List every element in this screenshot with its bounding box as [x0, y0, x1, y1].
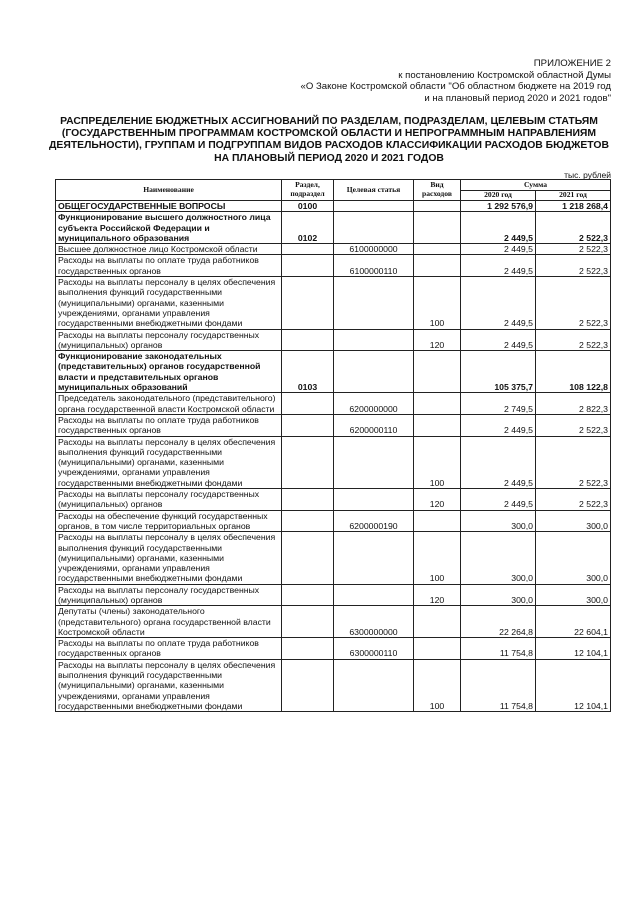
row-name: Высшее должностное лицо Костромской области — [56, 244, 282, 255]
row-target — [334, 659, 414, 711]
row-amount-2021: 2 522,3 — [536, 414, 611, 436]
row-kind: 100 — [414, 436, 461, 488]
budget-table — [55, 179, 611, 712]
row-kind — [414, 510, 461, 532]
row-section — [282, 638, 334, 660]
row-amount-2020: 1 292 576,9 — [461, 201, 536, 212]
row-name: Расходы на выплаты персоналу в целях обеспечения выполнения функций государственными (муниципальными) органами, казенными учреждениями, органами управления государственными внебюджетными фондами — [56, 659, 282, 711]
row-target — [334, 489, 414, 511]
row-amount-2021: 2 522,3 — [536, 277, 611, 329]
row-amount-2021: 2 522,3 — [536, 436, 611, 488]
row-amount-2020: 2 449,5 — [461, 212, 536, 244]
row-section: 0103 — [282, 351, 334, 393]
row-target — [334, 329, 414, 351]
row-name: Расходы на выплаты персоналу в целях обеспечения выполнения функций государственными (муниципальными) органами, казенными учреждениями, органами управления государственными внебюджетными фондами — [56, 277, 282, 329]
row-amount-2021: 2 522,3 — [536, 212, 611, 244]
table-row — [56, 351, 611, 393]
row-amount-2020: 22 264,8 — [461, 606, 536, 638]
row-name: Расходы на выплаты персоналу государственных (муниципальных) органов — [56, 489, 282, 511]
row-amount-2021: 2 522,3 — [536, 255, 611, 277]
row-amount-2020: 11 754,8 — [461, 659, 536, 711]
row-section — [282, 510, 334, 532]
header-target: Целевая статья — [334, 180, 414, 201]
row-target: 6300000110 — [334, 638, 414, 660]
row-amount-2021: 2 522,3 — [536, 489, 611, 511]
row-name: Расходы на обеспечение функций государственных органов, в том числе территориальных органов — [56, 510, 282, 532]
row-section — [282, 414, 334, 436]
row-kind — [414, 244, 461, 255]
row-kind — [414, 638, 461, 660]
row-kind — [414, 212, 461, 244]
row-amount-2021: 300,0 — [536, 510, 611, 532]
row-target — [334, 584, 414, 606]
row-target: 6200000110 — [334, 414, 414, 436]
row-target — [334, 277, 414, 329]
header-kind: Вид расходов — [414, 180, 461, 201]
row-name: Расходы на выплаты персоналу государственных (муниципальных) органов — [56, 329, 282, 351]
header-section: Раздел, подраздел — [282, 180, 334, 201]
row-amount-2020: 300,0 — [461, 532, 536, 584]
row-kind: 100 — [414, 659, 461, 711]
row-target: 6100000000 — [334, 244, 414, 255]
row-name: Расходы на выплаты по оплате труда работников государственных органов — [56, 255, 282, 277]
row-kind: 100 — [414, 532, 461, 584]
table-row — [56, 436, 611, 488]
row-amount-2020: 2 449,5 — [461, 436, 536, 488]
row-amount-2020: 105 375,7 — [461, 351, 536, 393]
table-row — [56, 212, 611, 244]
header-sum: Сумма — [461, 180, 611, 191]
row-name: Расходы на выплаты персоналу в целях обеспечения выполнения функций государственными (муниципальными) органами, казенными учреждениями, органами управления государственными внебюджетными фондами — [56, 532, 282, 584]
row-kind — [414, 414, 461, 436]
row-target: 6200000190 — [334, 510, 414, 532]
appendix-line: ПРИЛОЖЕНИЕ 2 — [533, 58, 611, 69]
row-amount-2021: 12 104,1 — [536, 638, 611, 660]
row-name: Функционирование законодательных (представительных) органов государственной власти и представительных органов муниципальных образований — [56, 351, 282, 393]
units-label: тыс. рублей — [564, 170, 611, 180]
row-amount-2020: 2 449,5 — [461, 255, 536, 277]
row-amount-2021: 300,0 — [536, 584, 611, 606]
header-year-2021: 2021 год — [536, 191, 611, 201]
row-target: 6200000000 — [334, 393, 414, 415]
row-section — [282, 244, 334, 255]
table-row — [56, 584, 611, 606]
row-target: 6300000000 — [334, 606, 414, 638]
document-title: РАСПРЕДЕЛЕНИЕ БЮДЖЕТНЫХ АССИГНОВАНИЙ ПО РАЗДЕЛАМ, ПОДРАЗДЕЛАМ, ЦЕЛЕВЫМ СТАТЬЯМ (ГОСУДАРСТВЕННЫМ ПРОГРАММАМ КОСТРОМСКОЙ ОБЛАСТИ И НЕПРОГРАММНЫМ НАПРАВЛЕНИЯМ ДЕЯТЕЛЬНОСТИ), ГРУППАМ И ПОДГРУППАМ ВИДОВ РАСХОДОВ КЛАССИФИКАЦИИ РАСХОДОВ БЮДЖЕТОВ НА ПЛАНОВЫЙ ПЕРИОД 2020 И 2021 ГОДОВ — [49, 116, 609, 164]
row-kind: 120 — [414, 584, 461, 606]
row-amount-2020: 11 754,8 — [461, 638, 536, 660]
row-kind — [414, 201, 461, 212]
table-row — [56, 393, 611, 415]
row-section — [282, 532, 334, 584]
row-name: Расходы на выплаты по оплате труда работников государственных органов — [56, 414, 282, 436]
header-name: Наименование — [56, 180, 282, 201]
row-amount-2020: 2 449,5 — [461, 329, 536, 351]
row-name: Расходы на выплаты персоналу в целях обеспечения выполнения функций государственными (муниципальными) органами, казенными учреждениями, органами управления государственными внебюджетными фондами — [56, 436, 282, 488]
row-amount-2021: 300,0 — [536, 532, 611, 584]
appendix-block — [271, 58, 611, 104]
table-row — [56, 532, 611, 584]
row-amount-2020: 300,0 — [461, 584, 536, 606]
table-row — [56, 414, 611, 436]
row-amount-2020: 2 449,5 — [461, 414, 536, 436]
row-amount-2020: 300,0 — [461, 510, 536, 532]
row-kind: 120 — [414, 329, 461, 351]
row-section — [282, 584, 334, 606]
row-amount-2021: 2 822,3 — [536, 393, 611, 415]
row-kind: 120 — [414, 489, 461, 511]
row-name: Расходы на выплаты по оплате труда работников государственных органов — [56, 638, 282, 660]
row-amount-2021: 2 522,3 — [536, 244, 611, 255]
row-target — [334, 201, 414, 212]
row-kind — [414, 606, 461, 638]
table-row — [56, 255, 611, 277]
row-kind — [414, 351, 461, 393]
row-kind — [414, 255, 461, 277]
appendix-line: и на плановый период 2020 и 2021 годов" — [424, 92, 611, 104]
table-row — [56, 606, 611, 638]
appendix-line: к постановлению Костромской областной Думы — [398, 69, 611, 81]
table-row — [56, 201, 611, 212]
row-amount-2021: 108 122,8 — [536, 351, 611, 393]
row-name: Расходы на выплаты персоналу государственных (муниципальных) органов — [56, 584, 282, 606]
row-amount-2020: 2 449,5 — [461, 489, 536, 511]
row-name: Депутаты (члены) законодательного (представительного) органа государственной власти Костромской области — [56, 606, 282, 638]
row-section: 0100 — [282, 201, 334, 212]
row-kind — [414, 393, 461, 415]
table-row — [56, 489, 611, 511]
row-target — [334, 436, 414, 488]
row-kind: 100 — [414, 277, 461, 329]
row-amount-2020: 2 449,5 — [461, 277, 536, 329]
row-amount-2020: 2 749,5 — [461, 393, 536, 415]
row-target: 6100000110 — [334, 255, 414, 277]
row-amount-2020: 2 449,5 — [461, 244, 536, 255]
table-row — [56, 244, 611, 255]
row-amount-2021: 1 218 268,4 — [536, 201, 611, 212]
row-section — [282, 436, 334, 488]
row-target — [334, 351, 414, 393]
row-section — [282, 329, 334, 351]
row-section — [282, 606, 334, 638]
row-name: Функционирование высшего должностного лица субъекта Российской Федерации и муниципального образования — [56, 212, 282, 244]
row-section — [282, 659, 334, 711]
row-target — [334, 532, 414, 584]
row-name: Председатель законодательного (представительного) органа государственной власти Костромской области — [56, 393, 282, 415]
table-body — [56, 201, 611, 712]
table-row — [56, 659, 611, 711]
row-name: ОБЩЕГОСУДАРСТВЕННЫЕ ВОПРОСЫ — [56, 201, 282, 212]
appendix-line: «О Законе Костромской области "Об областном бюджете на 2019 год — [300, 81, 611, 92]
row-section — [282, 393, 334, 415]
row-amount-2021: 22 604,1 — [536, 606, 611, 638]
table-row — [56, 510, 611, 532]
row-section: 0102 — [282, 212, 334, 244]
row-section — [282, 489, 334, 511]
row-section — [282, 255, 334, 277]
row-section — [282, 277, 334, 329]
row-amount-2021: 12 104,1 — [536, 659, 611, 711]
row-target — [334, 212, 414, 244]
header-year-2020: 2020 год — [461, 191, 536, 201]
table-row — [56, 277, 611, 329]
table-row — [56, 638, 611, 660]
table-row — [56, 329, 611, 351]
row-amount-2021: 2 522,3 — [536, 329, 611, 351]
